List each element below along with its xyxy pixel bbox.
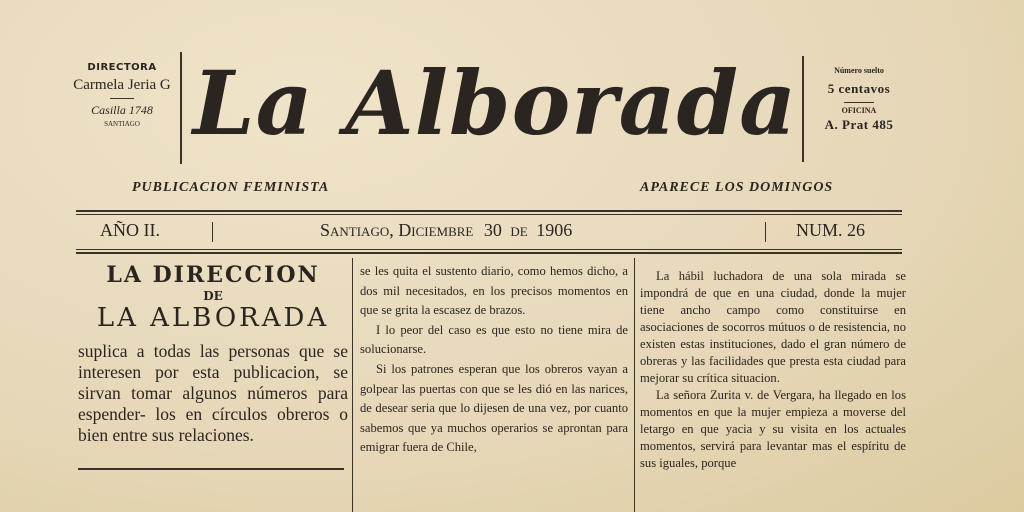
newspaper-title: La Alborada [192, 51, 798, 155]
issue-date [320, 220, 572, 241]
director-label: DIRECTORA [87, 62, 157, 73]
dateline-rule-bottom [76, 252, 902, 254]
price: 5 centavos [827, 81, 891, 96]
subtitle-feminist: PUBLICACION FEMINISTA [132, 180, 330, 195]
post-box: Casilla 1748 [91, 103, 153, 117]
dateline-rule-bottom-thin [76, 249, 902, 250]
masthead-divider-left [180, 52, 182, 164]
article-paragraph: se les quita el sustento diario, como hemos dicho, a dos mil necesitados, en los precisos momentos en que se grita la escasez de brazos. [360, 264, 628, 318]
column-divider [352, 258, 353, 512]
notice-end-rule [78, 468, 344, 470]
subtitle-sundays: APARECE LOS DOMINGOS [640, 180, 834, 195]
notice-heading-title: LA ALBORADA [96, 303, 330, 333]
price-label: Número suelto [834, 66, 884, 75]
column-notice [78, 262, 348, 470]
article-paragraph: La señora Zurita v. de Vergara, ha llegado en los momentos en que la mujer empieza a moverse del letargo en que yacia y su visita en los actuales momentos, servirá para levantar mas el espíritu de sus iguales, porque [640, 388, 906, 470]
year-label: AÑO II. [100, 220, 160, 240]
notice-heading: LA DIRECCION [106, 262, 320, 288]
notice-body: suplica a todas las personas que se interesen por esta publicacion, se sirvan tomar algunos números para espender- los en círculos obreros o bien entre sus relaciones. [78, 341, 348, 445]
date-month: Diciembre [398, 220, 474, 240]
divider [110, 98, 134, 99]
director-name: Carmela Jeria G [73, 77, 171, 93]
notice-heading-de: DE [203, 289, 223, 303]
date-de: de [510, 220, 528, 240]
masthead-divider-right [802, 56, 804, 162]
column-divider [634, 258, 635, 512]
masthead-price-block [806, 66, 912, 133]
date-year: 1906 [536, 220, 573, 240]
article-paragraph: La hábil luchadora de una sola mirada se impondrá de que en una ciudad, donde la mujer tiene ancho campo como constituirse en asociaciones de socorros mútuos o de resistencia, no existen estas instituciones, dado el gran número de obreras y las facilidades que presta esta ciudad para mejorar su crítica situacion. [640, 269, 906, 385]
dateline-rule-top [76, 210, 902, 212]
dateline-rule-top-thin [76, 214, 902, 215]
issue-number: NUM. 26 [796, 220, 866, 240]
date-city: Santiago, [320, 220, 394, 240]
column-article-workers [360, 262, 628, 458]
date-day: 30 [483, 220, 502, 240]
article-paragraph: Si los patrones esperan que los obreros vayan a golpear las puertas con que se les dió en las narices, de desear seria que lo dijesen de una vez, por cuanto sabemos que ya muchos operarios se aprontan para emigrar fuera de Chile, [360, 361, 628, 455]
dateline-separator [765, 222, 766, 242]
column-article-zurita [640, 268, 906, 472]
article-paragraph: I lo peor del caso es que esto no tiene mira de solucionarse. [360, 322, 628, 357]
masthead-director-block [66, 62, 178, 128]
city-label: SANTIAGO [104, 120, 140, 128]
dateline-separator [212, 222, 213, 242]
office-address: A. Prat 485 [824, 117, 894, 132]
divider [844, 102, 874, 103]
office-label: OFICINA [841, 106, 877, 115]
